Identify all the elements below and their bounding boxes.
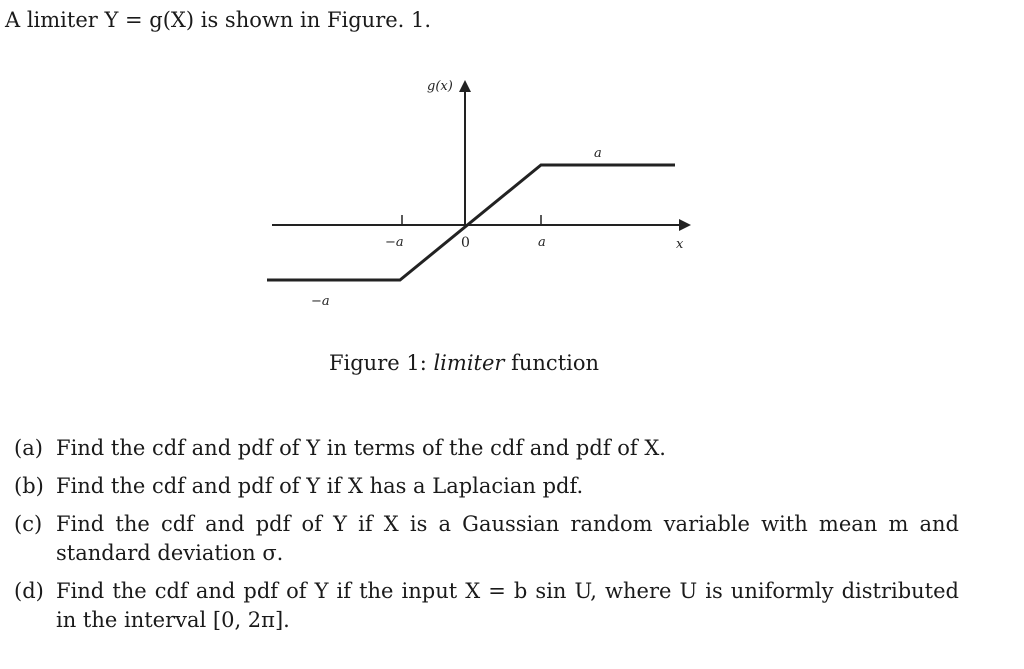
question-item xyxy=(14,472,959,501)
question-item xyxy=(14,577,959,635)
y-axis-arrow xyxy=(459,80,471,92)
limiter-curve xyxy=(267,165,675,280)
y-axis-label: g(x) xyxy=(427,79,453,94)
x-axis-label: x xyxy=(676,237,684,252)
problem-intro: A limiter Y = g(X) is shown in Figure. 1. xyxy=(5,8,432,32)
limiter-figure xyxy=(255,70,695,320)
question-text: Find the cdf and pdf of Y if X has a Laplacian pdf. xyxy=(56,474,584,498)
caption-emphasis: limiter xyxy=(433,351,505,375)
question-item xyxy=(14,510,959,568)
tick-label-neg-a: −a xyxy=(385,235,404,250)
caption-prefix: Figure 1: xyxy=(328,351,434,375)
question-tag: (a) xyxy=(14,436,43,460)
level-label-pos-a: a xyxy=(594,146,602,161)
figure-caption xyxy=(0,349,928,377)
question-text: Find the cdf and pdf of Y if X is a Gaussian random variable with mean m and standard deviation σ. xyxy=(56,512,959,565)
level-label-neg-a: −a xyxy=(311,294,330,309)
question-list xyxy=(14,434,959,644)
tick-label-pos-a: a xyxy=(538,235,546,250)
question-tag: (b) xyxy=(14,474,44,498)
question-item xyxy=(14,434,959,463)
question-tag: (d) xyxy=(14,579,44,603)
limiter-graph xyxy=(255,70,695,320)
x-axis-arrow xyxy=(679,219,691,231)
caption-suffix: function xyxy=(504,351,600,375)
tick-label-zero: 0 xyxy=(461,235,470,251)
question-text: Find the cdf and pdf of Y if the input X = b sin U, where U is uniformly distributed in the interval [0, 2π]. xyxy=(56,579,959,632)
question-text: Find the cdf and pdf of Y in terms of the cdf and pdf of X. xyxy=(56,436,666,460)
question-tag: (c) xyxy=(14,512,43,536)
